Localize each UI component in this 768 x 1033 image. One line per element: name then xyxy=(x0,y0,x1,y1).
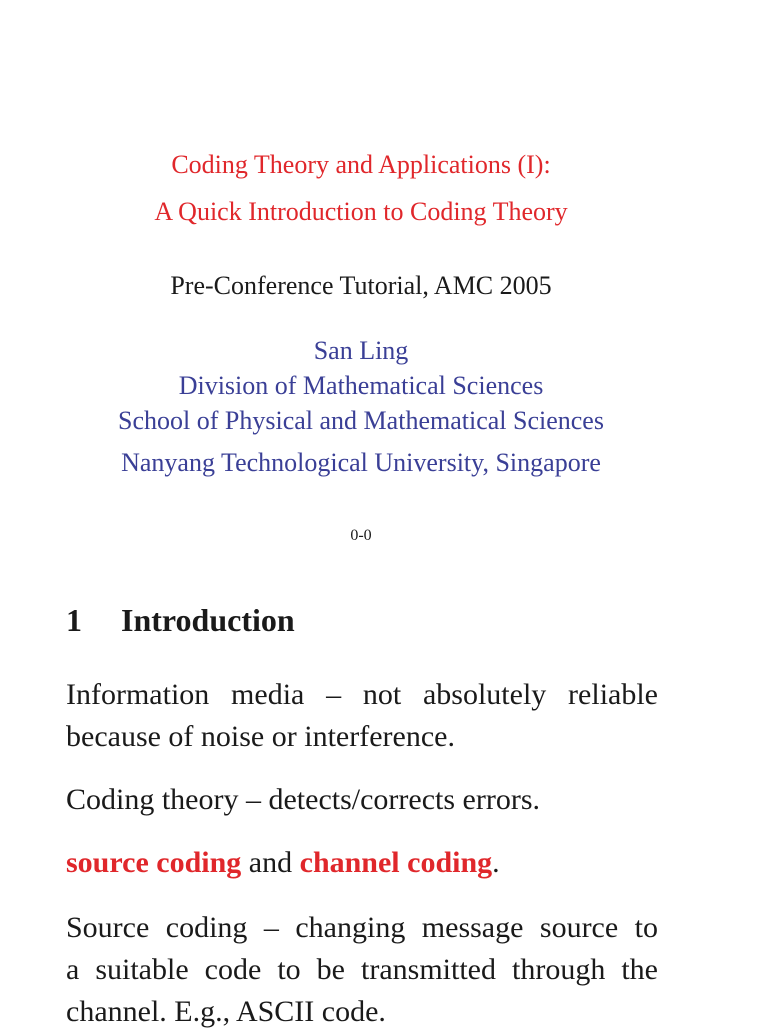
paragraph-coding-theory xyxy=(66,779,658,821)
paragraph-line: because of noise or interference. xyxy=(66,720,455,753)
paragraph-coding-types xyxy=(66,842,658,884)
paragraph-source-coding xyxy=(66,907,658,1033)
author-block xyxy=(0,333,722,480)
document-title xyxy=(0,141,722,235)
paragraph-information-media xyxy=(66,674,658,758)
section-number: 1 xyxy=(66,602,82,638)
section-title: Introduction xyxy=(121,602,295,638)
term-channel-coding: channel coding xyxy=(299,846,493,879)
paragraph-line: Coding theory – detects/corrects errors. xyxy=(66,783,541,816)
author-name: San Ling xyxy=(313,336,409,365)
paragraph-line xyxy=(66,842,658,884)
paragraph-line: channel. E.g., ASCII code. xyxy=(66,995,386,1028)
author-school: School of Physical and Mathematical Sciences xyxy=(118,406,604,435)
title-line-1: Coding Theory and Applications (I): xyxy=(171,150,551,179)
paragraph-line: a suitable code to be transmitted through the xyxy=(66,953,658,986)
page-number: 0-0 xyxy=(350,527,372,544)
author-university: Nanyang Technological University, Singapore xyxy=(121,448,601,477)
period-text: . xyxy=(492,846,500,879)
conjunction-text: and xyxy=(241,846,300,879)
paragraph-line: Information media – not absolutely reliable xyxy=(66,678,658,711)
term-source-coding: source coding xyxy=(66,846,242,879)
author-division: Division of Mathematical Sciences xyxy=(178,371,544,400)
section-heading xyxy=(66,598,295,642)
paragraph-line: Source coding – changing message source to xyxy=(66,911,658,944)
title-line-2: A Quick Introduction to Coding Theory xyxy=(154,197,568,226)
tutorial-subtitle: Pre-Conference Tutorial, AMC 2005 xyxy=(170,271,552,300)
